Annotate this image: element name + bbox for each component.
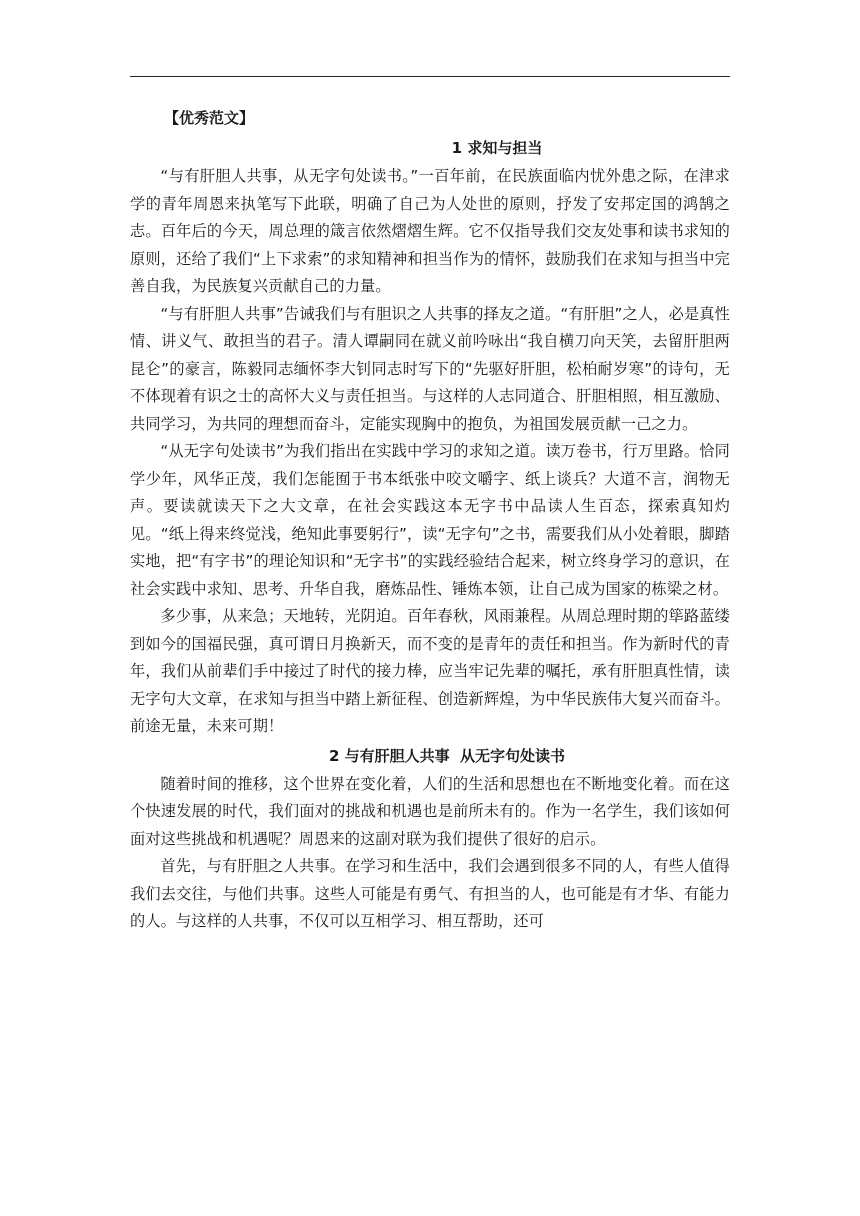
- document-body: [130, 103, 730, 936]
- essay-1-paragraph-4: 多少事，从来急；天地转，光阴迫。百年春秋，风雨兼程。从周总理时期的筚路蓝缕到如今的国福民强，真可谓日月换新天，而不变的是青年的责任和担当。作为新时代的青年，我们从前辈们手中接过了时代的接力棒，应当牢记先辈的嘱托，承有肝胆真性情，读无字句大文章，在求知与担当中踏上新征程、创造新辉煌，为中华民族伟大复兴而奋斗。前途无量，未来可期！: [130, 607, 730, 735]
- header-rule: [130, 76, 730, 77]
- section-label: 【优秀范文】: [164, 109, 255, 127]
- essay-1-title: 1 求知与担当: [451, 139, 543, 157]
- essay-1-paragraph-2: “与有肝胆人共事”告诫我们与有胆识之人共事的择友之道。“有肝胆”之人，必是真性情、讲义气、敢担当的君子。清人谭嗣同在就义前吟咏出“我自横刀向天笑，去留肝胆两昆仑”的豪言，陈毅同志缅怀李大钊同志时写下的“先驱好肝胆，松柏耐岁寒”的诗句，无不体现着有识之士的高怀大义与责任担当。与这样的人志同道合、肝胆相照，相互激励、共同学习，为共同的理想而奋斗，定能实现胸中的抱负，为祖国发展贡献一己之力。: [130, 304, 730, 433]
- essay-2-title: 2 与有肝胆人共事 从无字句处读书: [328, 746, 566, 765]
- essay-2-paragraph-2: 首先，与有肝胆之人共事。在学习和生活中，我们会遇到很多不同的人，有些人值得我们去交往，与他们共事。这些人可能是有勇气、有担当的人，也可能是有才华、有能力的人。与这样的人共事，不仅可以互相学习、相互帮助，还可: [130, 857, 730, 930]
- essay-1-paragraph-3: “从无字句处读书”为我们指出在实践中学习的求知之道。读万卷书，行万里路。恰同学少年，风华正茂，我们怎能囿于书本纸张中咬文嚼字、纸上谈兵？大道不言，润物无声。要读就读天下之大文章，在社会实践这本无字书中品读人生百态，探索真知灼见。“纸上得来终觉浅，绝知此事要躬行”，读“无字句”之书，需要我们从小处着眼，脚踏实地，把“有字书”的理论知识和“无字书”的实践经验结合起来，树立终身学习的意识，在社会实践中求知、思考、升华自我，磨炼品性、锤炼本领，让自己成为国家的栋梁之材。: [130, 442, 730, 598]
- essay-1-paragraph-1: “与有肝胆人共事，从无字句处读书。”一百年前，在民族面临内忧外患之际，在津求学的青年周恩来执笔写下此联，明确了自己为人处世的原则，抒发了安邦定国的鸿鹄之志。百年后的今天，周总理的箴言依然熠熠生辉。它不仅指导我们交友处事和读书求知的原则，还给了我们“上下求索”的求知精神和担当作为的情怀，鼓励我们在求知与担当中完善自我，为民族复兴贡献自己的力量。: [130, 167, 730, 295]
- essay-2-paragraph-1: 随着时间的推移，这个世界在变化着，人们的生活和思想也在不断地变化着。而在这个快速发展的时代，我们面对的挑战和机遇也是前所未有的。作为一名学生，我们该如何面对这些挑战和机遇呢？周恩来的这副对联为我们提供了很好的启示。: [130, 774, 730, 848]
